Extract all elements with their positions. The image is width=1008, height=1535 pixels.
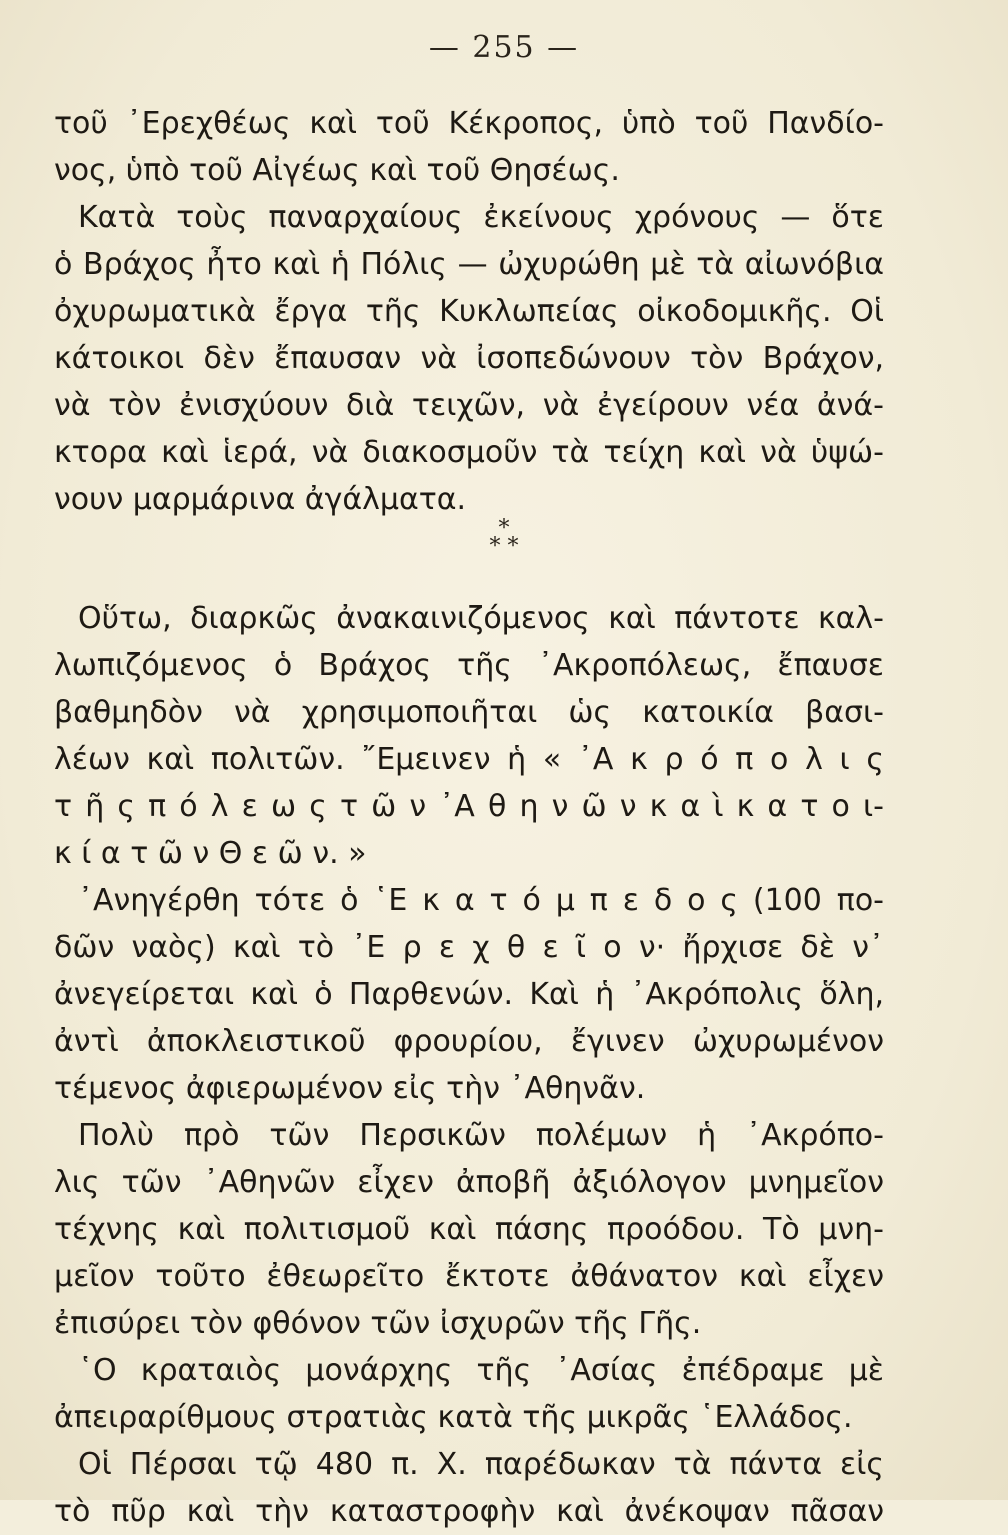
- text-block-main: [54, 595, 884, 1535]
- section-asterism: [0, 516, 1008, 559]
- text-line: τὸ πῦρ καὶ τὴν καταστροφὴν καὶ ἀνέκοψαν πᾶσαν: [54, 1494, 884, 1529]
- text-line: λις τῶν ᾿Αθηνῶν εἶχεν ἀποβῆ ἀξιόλογον μνημεῖον: [54, 1165, 884, 1200]
- text-line: τέχνης καὶ πολιτισμοῦ καὶ πάσης προόδου. Τὸ μνη-: [54, 1212, 884, 1247]
- text-line: κ ί α τ ῶ ν Θ ε ῶ ν. »: [54, 836, 367, 871]
- text-line: ἀντὶ ἀποκλειστικοῦ φρουρίου, ἔγινεν ὠχυρωμένον: [54, 1024, 884, 1059]
- text-line: Οἱ Πέρσαι τῷ 480 π. Χ. παρέδωκαν τὰ πάντα εἰς: [78, 1447, 884, 1482]
- text-line: ὀχυρωματικὰ ἔργα τῆς Κυκλωπείας οἰκοδομικῆς. Οἱ: [54, 294, 884, 329]
- text-line: Πολὺ πρὸ τῶν Περσικῶν πολέμων ἡ ᾿Ακρόπο-: [78, 1118, 884, 1153]
- text-line: τ ῆ ς π ό λ ε ω ς τ ῶ ν ᾿Α θ η ν ῶ ν κ α ὶ κ α τ ο ι-: [54, 789, 884, 824]
- text-line: βαθμηδὸν νὰ χρησιμοποιῆται ὡς κατοικία βασι-: [54, 695, 884, 730]
- text-line: τοῦ ᾿Ερεχθέως καὶ τοῦ Κέκροπος, ὑπὸ τοῦ Πανδίο-: [54, 106, 884, 141]
- text-line: λέων καὶ πολιτῶν. ῎Εμεινεν ἡ « ᾿Α κ ρ ό π ο λ ι ς: [54, 742, 884, 777]
- text-line: νος, ὑπὸ τοῦ Αἰγέως καὶ τοῦ Θησέως.: [54, 153, 620, 188]
- text-line: τέμενος ἀφιερωμένον εἰς τὴν ᾿Αθηνᾶν.: [54, 1071, 646, 1106]
- text-line: ᾿Ανηγέρθη τότε ὁ ῾Ε κ α τ ό μ π ε δ ο ς (100 πο-: [78, 883, 884, 918]
- asterism-top: *: [498, 516, 510, 541]
- text-line: ἀνεγείρεται καὶ ὁ Παρθενών. Καὶ ἡ ᾿Ακρόπολις ὅλη,: [54, 977, 884, 1012]
- text-line: μεῖον τοῦτο ἐθεωρεῖτο ἔκτοτε ἀθάνατον καὶ εἶχεν: [54, 1259, 884, 1294]
- text-line: Οὕτω, διαρκῶς ἀνακαινιζόμενος καὶ πάντοτε καλ-: [78, 601, 884, 636]
- text-block-top: [54, 100, 884, 523]
- text-line: νουν μαρμάρινα ἀγάλματα.: [54, 482, 467, 517]
- text-line: νὰ τὸν ἐνισχύουν διὰ τειχῶν, νὰ ἐγείρουν νέα ἀνά-: [54, 388, 884, 423]
- asterism-bottom: * *: [489, 534, 519, 559]
- text-line: δῶν ναὸς) καὶ τὸ ᾿Ε ρ ε χ θ ε ῖ ο ν· ἤρχισε δὲ ν᾿: [54, 930, 884, 965]
- text-line: ὁ Βράχος ἦτο καὶ ἡ Πόλις — ὠχυρώθη μὲ τὰ αἰωνόβια: [54, 247, 884, 282]
- text-line: ἐπισύρει τὸν φθόνον τῶν ἰσχυρῶν τῆς Γῆς.: [54, 1306, 702, 1341]
- text-line: ῾Ο κραταιὸς μονάρχης τῆς ᾿Ασίας ἐπέδραμε μὲ: [78, 1353, 884, 1388]
- text-line: ἀπειραρίθμους στρατιὰς κατὰ τῆς μικρᾶς ῾Ελλάδος.: [54, 1400, 853, 1435]
- text-line: κάτοικοι δὲν ἔπαυσαν νὰ ἰσοπεδώνουν τὸν Βράχον,: [54, 341, 884, 376]
- text-line: λωπιζόμενος ὁ Βράχος τῆς ᾿Ακροπόλεως, ἔπαυσε: [54, 648, 884, 683]
- text-line: Κατὰ τοὺς παναρχαίους ἐκείνους χρόνους — ὅτε: [78, 200, 884, 235]
- text-line: κτορα καὶ ἱερά, νὰ διακοσμοῦν τὰ τείχη καὶ νὰ ὑψώ-: [54, 435, 884, 470]
- page-number: — 255 —: [428, 30, 580, 65]
